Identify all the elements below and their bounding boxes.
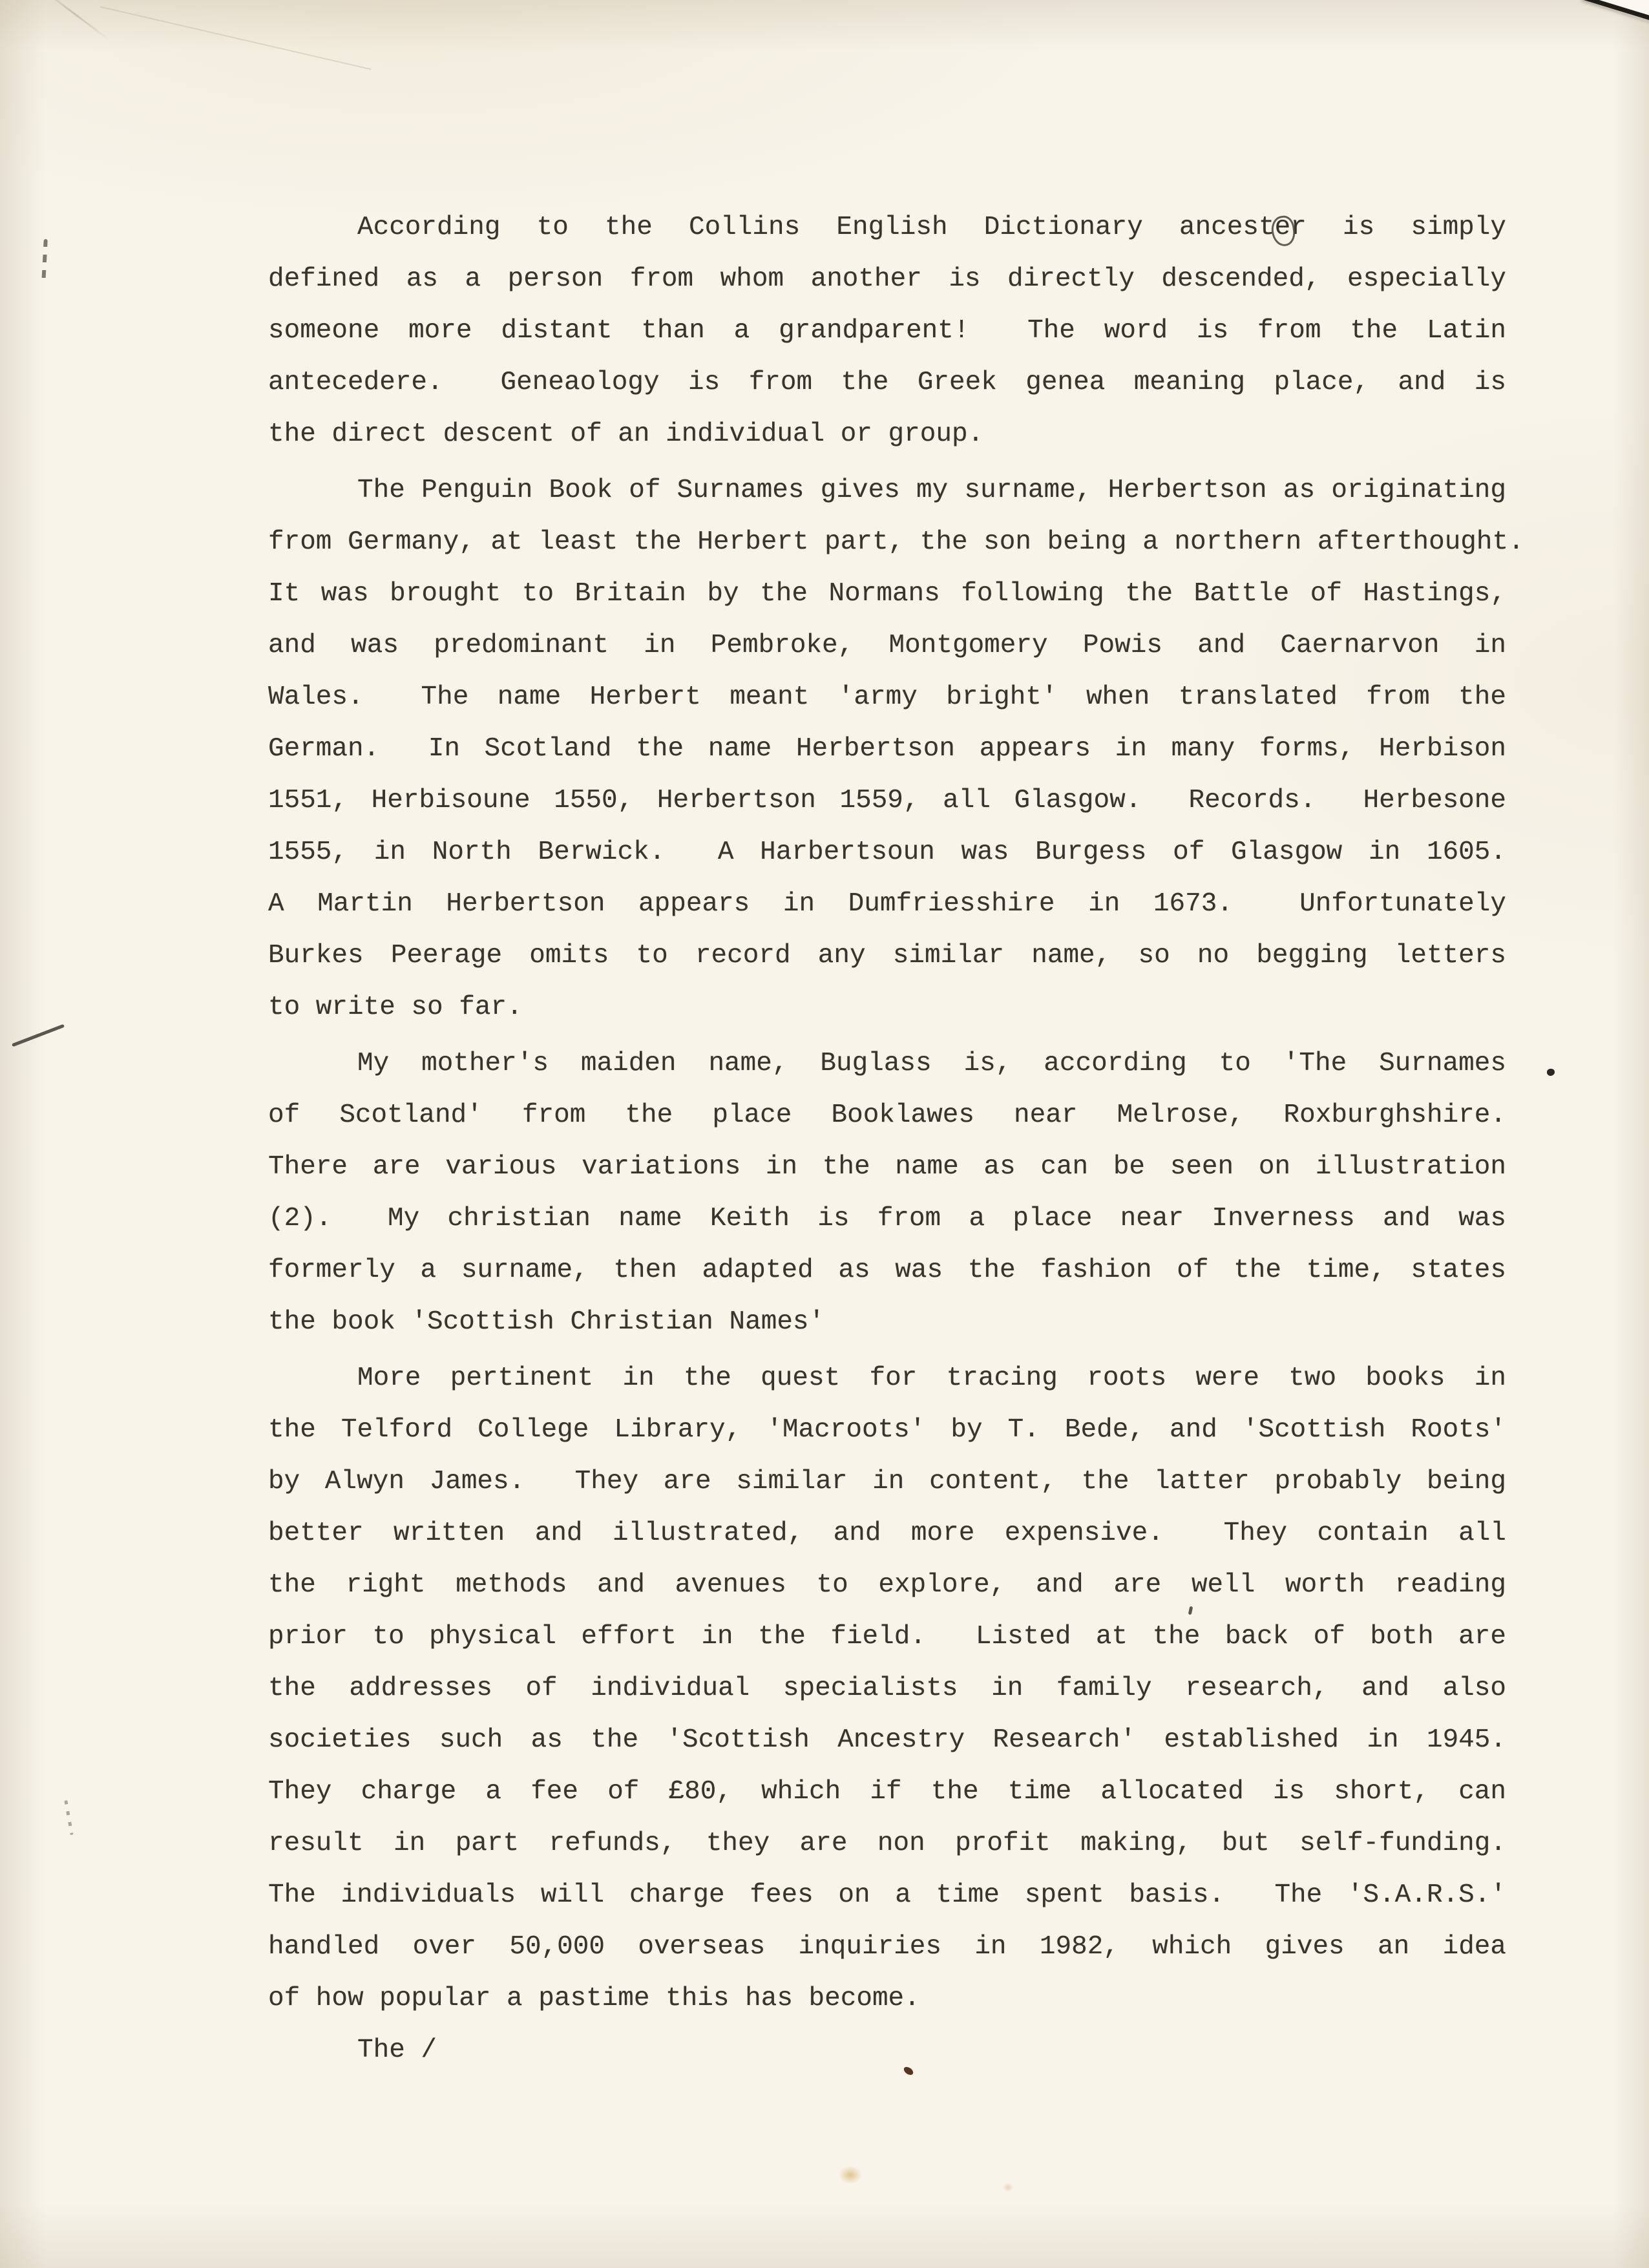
typed-line: to write so far.	[268, 992, 523, 1022]
typed-line: the Telford College Library, 'Macroots' by T. Bede, and 'Scottish Roots'	[268, 1415, 1506, 1445]
typed-line: the book 'Scottish Christian Names'	[268, 1307, 825, 1337]
typed-line: the direct descent of an individual or group.	[268, 419, 984, 449]
typed-line: There are various variations in the name as can be seen on illustration	[268, 1152, 1506, 1182]
typed-line	[268, 202, 1506, 253]
margin-ticks-mark	[41, 239, 48, 283]
typed-line: 1555, in North Berwick. A Harbertsoun was Burgess of Glasgow in 1605.	[268, 837, 1506, 867]
typed-line: prior to physical effort in the field. Listed at the back of both are	[268, 1622, 1506, 1652]
typed-line: 1551, Herbisoune 1550, Herbertson 1559, all Glasgow. Records. Herbesone	[268, 786, 1506, 815]
typed-line: of how popular a pastime this has become.	[268, 1984, 920, 2013]
typed-line: the right methods and avenues to explore, and are well worth reading	[268, 1570, 1506, 1600]
typed-line: They charge a fee of £80, which if the time allocated is short, can	[268, 1777, 1506, 1807]
typed-line: formerly a surname, then adapted as was the fashion of the time, states	[268, 1255, 1506, 1285]
typed-line: antecedere. Geneaology is from the Greek genea meaning place, and is	[268, 368, 1506, 397]
typed-line: by Alwyn James. They are similar in content, the latter probably being	[268, 1467, 1506, 1496]
typed-line: defined as a person from whom another is directly descended, especially	[268, 264, 1506, 294]
crease-line	[100, 6, 371, 70]
typed-text-block	[268, 202, 1524, 2076]
typed-line: societies such as the 'Scottish Ancestry Research' established in 1945.	[268, 1725, 1506, 1755]
typed-line: result in part refunds, they are non profit making, but self-funding.	[268, 1829, 1506, 1858]
typed-line: It was brought to Britain by the Normans following the Battle of Hastings,	[268, 579, 1506, 609]
typed-line: The Penguin Book of Surnames gives my surname, Herbertson as originating	[357, 476, 1506, 505]
typed-line: The /	[357, 2035, 437, 2065]
typed-line: A Martin Herbertson appears in Dumfriesshire in 1673. Unfortunately	[268, 889, 1506, 919]
stain-mark	[839, 2166, 862, 2184]
circled-letter: e	[1274, 213, 1291, 242]
typed-line: handled over 50,000 overseas inquiries in 1982, which gives an idea	[268, 1932, 1506, 1962]
stain-mark	[1003, 2183, 1013, 2192]
corner-fold-highlight	[1582, 0, 1649, 22]
typed-line: (2). My christian name Keith is from a place near Inverness and was	[268, 1204, 1506, 1234]
typed-line: German. In Scotland the name Herbertson appears in many forms, Herbison	[268, 734, 1506, 764]
typed-line: Wales. The name Herbert meant 'army bright' when translated from the	[268, 682, 1506, 712]
typed-line: More pertinent in the quest for tracing roots were two books in	[357, 1363, 1506, 1393]
pen-stroke-mark	[12, 1024, 65, 1047]
typed-line: the addresses of individual specialists in family research, and also	[268, 1674, 1506, 1703]
typed-line: The individuals will charge fees on a time spent basis. The 'S.A.R.S.'	[268, 1880, 1506, 1910]
typed-line: from Germany, at least the Herbert part, the son being a northern afterthought.	[268, 527, 1524, 557]
ink-dot-mark	[1547, 1069, 1555, 1076]
typed-line-text: According to the Collins English Dictionary ancest	[357, 213, 1275, 242]
typed-line: someone more distant than a grandparent! The word is from the Latin	[268, 316, 1506, 346]
typed-line: and was predominant in Pembroke, Montgomery Powis and Caernarvon in	[268, 631, 1506, 660]
margin-flecks-mark	[64, 1800, 73, 1835]
typed-line: better written and illustrated, and more expensive. They contain all	[268, 1518, 1506, 1548]
typed-line: My mother's maiden name, Buglass is, according to 'The Surnames	[357, 1049, 1506, 1078]
typed-line-text: r is simply	[1290, 213, 1506, 242]
crease-line	[39, 0, 110, 41]
typed-line: Burkes Peerage omits to record any similar name, so no begging letters	[268, 941, 1506, 971]
typed-line: of Scotland' from the place Booklawes near Melrose, Roxburghshire.	[268, 1100, 1506, 1130]
